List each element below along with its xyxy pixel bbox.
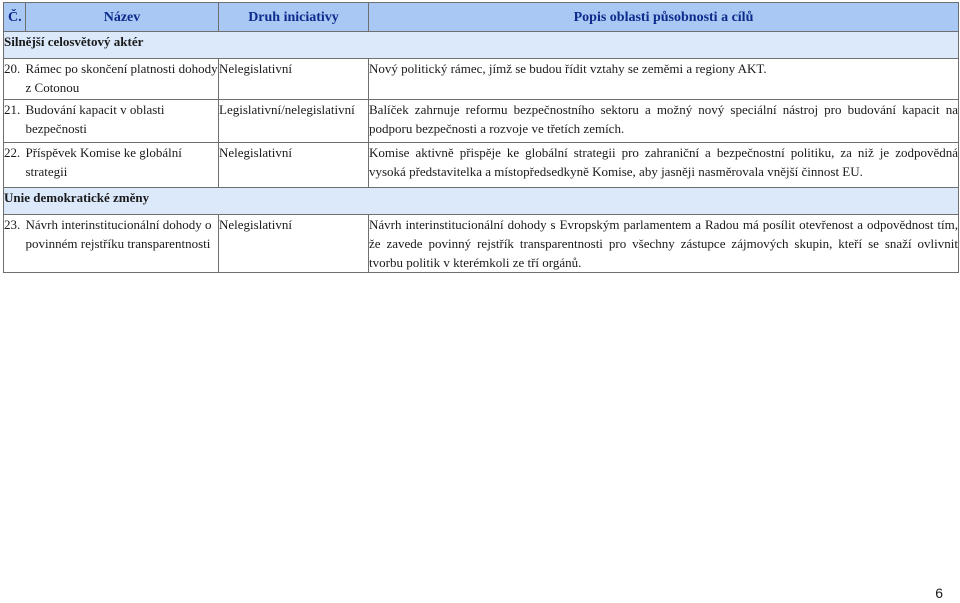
section-row — [4, 32, 959, 59]
header-type: Druh iniciativy — [219, 3, 369, 32]
row-description: Balíček zahrnuje reformu bezpečnostního sektoru a možný nový speciální nástroj pro budování kapacit na podporu bezpečnosti a rozvoje ve třetích zemích. — [369, 100, 959, 143]
row-name: Příspěvek Komise ke globální strategii — [26, 143, 219, 188]
row-name: Budování kapacit v oblasti bezpečnosti — [26, 100, 219, 143]
row-description: Nový politický rámec, jímž se budou řídit vztahy se zeměmi a regiony AKT. — [369, 59, 959, 100]
row-number: 22. — [4, 143, 26, 188]
row-name: Návrh interinstitucionální dohody o povinném rejstříku transparentnosti — [26, 215, 219, 273]
row-number: 21. — [4, 100, 26, 143]
row-number: 23. — [4, 215, 26, 273]
table-row — [4, 215, 959, 273]
row-type: Legislativní/nelegislativní — [219, 100, 369, 143]
row-type: Nelegislativní — [219, 143, 369, 188]
table-row — [4, 143, 959, 188]
table-header-row — [4, 3, 959, 32]
section-row — [4, 188, 959, 215]
initiatives-table — [3, 2, 959, 273]
row-description: Komise aktivně přispěje ke globální strategii pro zahraniční a bezpečnostní politiku, za niž je zodpovědná vysoká představitelka a místopředsedkyně Komise, aby jasněji nasměrovala vnější činnost EU. — [369, 143, 959, 188]
header-name: Název — [26, 3, 219, 32]
section-title: Silnější celosvětový aktér — [4, 32, 959, 59]
row-number: 20. — [4, 59, 26, 100]
section-title: Unie demokratické změny — [4, 188, 959, 215]
table-row — [4, 59, 959, 100]
table-row — [4, 100, 959, 143]
page-number: 6 — [935, 585, 943, 601]
row-type: Nelegislativní — [219, 59, 369, 100]
row-description: Návrh interinstitucionální dohody s Evropským parlamentem a Radou má posílit otevřenost a odpovědnost tím, že zavede povinný rejstřík transparentnosti pro všechny zástupce zájmových skupin, kteří se snaží ovlivnit tvorbu politik v kterémkoli ze tří orgánů. — [369, 215, 959, 273]
header-number: Č. — [4, 3, 26, 32]
row-name: Rámec po skončení platnosti dohody z Cotonou — [26, 59, 219, 100]
header-description: Popis oblasti působnosti a cílů — [369, 3, 959, 32]
row-type: Nelegislativní — [219, 215, 369, 273]
